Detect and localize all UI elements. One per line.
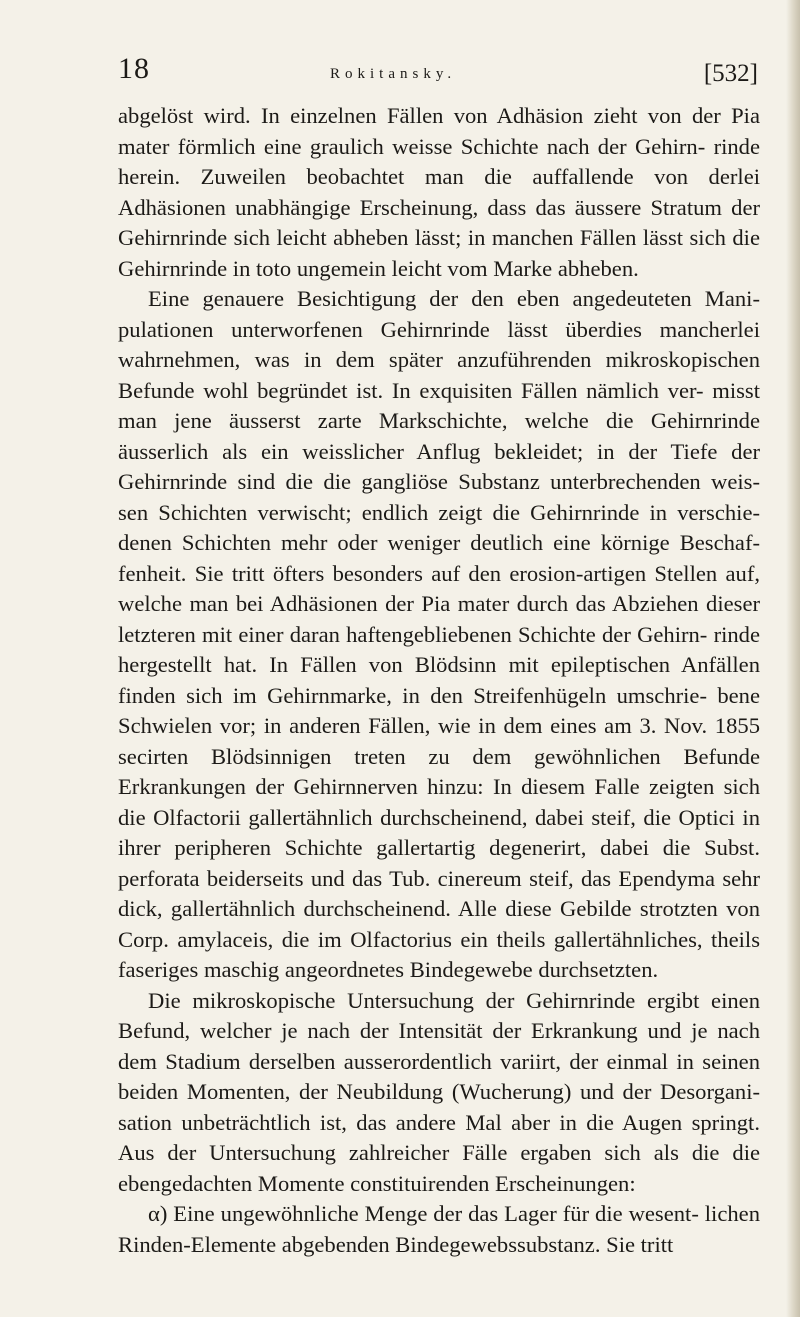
- page-number: 18: [118, 52, 150, 85]
- page-edge-shadow: [786, 0, 800, 1317]
- body-text: [118, 101, 760, 1260]
- original-page-reference: [532]: [703, 60, 758, 87]
- paragraph-alpha-item: α) Eine ungewöhnliche Menge der das Lager für die wesent- lichen Rinden-Elemente abgebenden Bindegewebssubstanz. Sie tritt: [118, 1201, 760, 1257]
- paragraph-continued: abgelöst wird. In einzelnen Fällen von Adhäsion zieht von der Pia mater förmlich eine graulich weisse Schichte nach der Gehirn- rinde herein. Zuweilen beobachtet man die auffallende von derlei Adhäsionen unabhängige Erscheinung, dass das äussere Stratum der Gehirnrinde sich leicht abheben lässt; in manchen Fällen lässt sich die Gehirnrinde in toto ungemein leicht vom Marke abheben.: [118, 103, 760, 281]
- running-title: Rokitansky.: [330, 66, 457, 82]
- page-header: [118, 52, 758, 92]
- paragraph-inspection: Eine genauere Besichtigung der den eben angedeuteten Mani- pulationen unterworfenen Gehirnrinde lässt überdies mancherlei wahrnehmen, was in dem später anzuführenden mikroskopischen Befunde wohl begründet ist. In exquisiten Fällen nämlich ver- misst man jene äusserst zarte Markschichte, welche die Gehirnrinde äusserlich als ein weisslicher Anflug bekleidet; in der Tiefe der Gehirnrinde sind die die gangliöse Substanz unterbrechenden weis- sen Schichten verwischt; endlich zeigt die Gehirnrinde in verschie- denen Schichten mehr oder weniger deutlich eine körnige Beschaf- fenheit. Sie tritt öfters besonders auf den erosion-artigen Stellen auf, welche man bei Adhäsionen der Pia mater durch das Abziehen dieser letzteren mit einer daran haftengebliebenen Schichte der Gehirn- rinde hergestellt hat. In Fällen von Blödsinn mit epileptischen Anfällen finden sich im Gehirnmarke, in den Streifenhügeln umschrie- bene Schwielen vor; in anderen Fällen, wie in dem eines am 3. Nov. 1855 secirten Blödsinnigen treten zu dem gewöhnlichen Befunde Erkrankungen der Gehirnnerven hinzu: In diesem Falle zeigten sich die Olfactorii gallertähnlich durchscheinend, dabei steif, die Optici in ihrer peripheren Schichte gallertartig degenerirt, dabei die Subst. perforata beiderseits und das Tub. cinereum steif, das Ependyma sehr dick, gallertähnlich durchscheinend. Alle diese Gebilde strotzten von Corp. amylaceis, die im Olfactorius ein theils gallertähnliches, theils faseriges maschig angeordnetes Bindegewebe durchsetzten.: [118, 286, 760, 982]
- paragraph-microscopy: Die mikroskopische Untersuchung der Gehirnrinde ergibt einen Befund, welcher je nach der Intensität der Erkrankung und je nach dem Stadium derselben ausserordentlich variirt, der einmal in seinen beiden Momenten, der Neubildung (Wucherung) und der Desorgani- sation unbeträchtlich ist, das andere Mal aber in die Augen springt. Aus der Untersuchung zahlreicher Fälle ergaben sich als die die ebengedachten Momente constituirenden Erscheinungen:: [118, 987, 760, 1196]
